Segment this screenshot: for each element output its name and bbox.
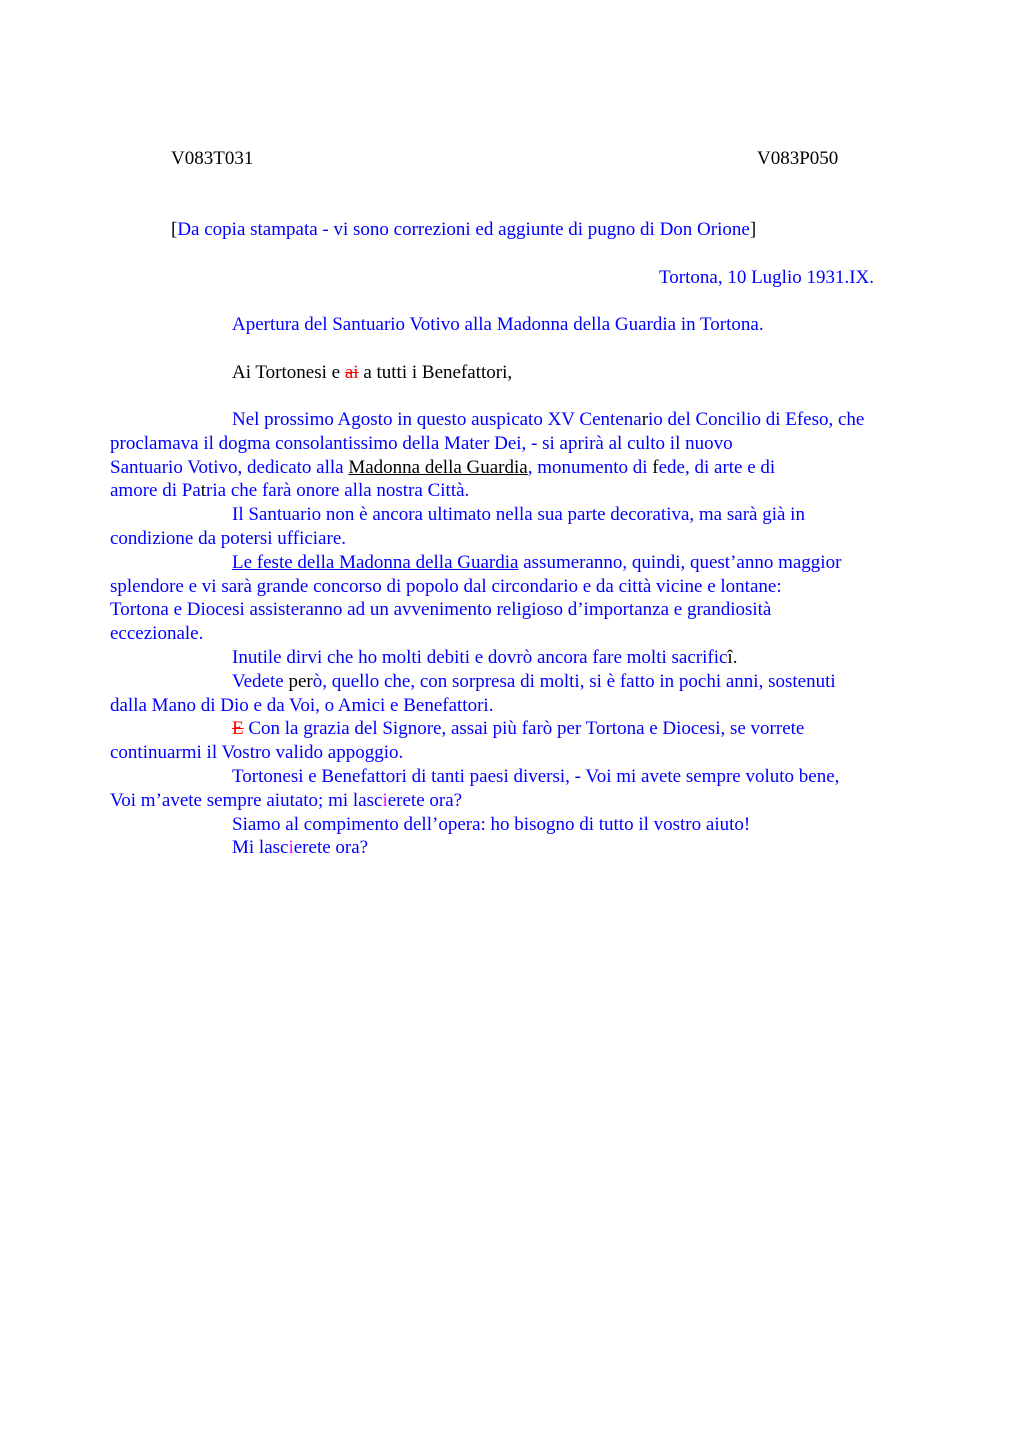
paragraph-3 xyxy=(110,551,931,646)
text-run: erete ora? xyxy=(293,837,369,859)
paragraph-3-line-2: splendore e vi sarà grande concorso di popolo dal circondario e da città vicine e lontane: xyxy=(110,575,782,597)
text-run: Vedete xyxy=(232,670,289,692)
paragraph-1-line-1 xyxy=(171,408,931,432)
underlined-text: Madonna della Guardia xyxy=(348,456,528,478)
inserted-text: i xyxy=(382,789,388,811)
paragraph-6-line-1 xyxy=(171,717,931,741)
source-note-close-bracket: ] xyxy=(749,219,757,240)
original-text-run: r xyxy=(641,409,649,430)
text-run: Mi lasc xyxy=(232,837,289,859)
letter-date: Tortona, 10 Luglio 1931.IX. xyxy=(659,267,875,288)
paragraph-5 xyxy=(110,670,931,718)
paragraph-9 xyxy=(171,836,931,860)
paragraph-7 xyxy=(110,765,931,813)
deleted-text: E xyxy=(232,718,244,740)
document-code-right: V083P050 xyxy=(757,148,839,169)
original-text-run: î xyxy=(727,646,733,668)
underlined-text: Le feste della Madonna della Guardia xyxy=(232,551,519,573)
paragraph-8-line-1: Siamo al compimento dell’opera: ho bisogno di tutto il vostro aiuto! xyxy=(232,813,751,835)
original-text-run: . xyxy=(732,646,738,668)
paragraph-6-line-2: continuarmi il Vostro valido appoggio. xyxy=(110,742,404,764)
paragraph-5-line-2: dalla Mano di Dio e da Voi, o Amici e Benefattori. xyxy=(110,694,494,716)
original-text-run: f xyxy=(652,456,659,478)
text-run: amore di Pa xyxy=(110,480,201,502)
text-run: Nel prossimo Agosto in questo auspicato XV Centena xyxy=(232,409,642,430)
paragraph-6 xyxy=(110,717,931,765)
text-run: Voi m’avete sempre aiutato; mi lasc xyxy=(110,789,383,811)
text-run: ò, quello che, con sorpresa di molti, si è fatto in pochi anni, sostenuti xyxy=(312,670,836,692)
paragraph-3-line-1 xyxy=(171,551,931,575)
text-run: Santuario Votivo, dedicato alla xyxy=(110,456,349,478)
paragraph-1-line-3 xyxy=(110,456,931,480)
paragraph-8 xyxy=(171,813,931,837)
paragraph-2 xyxy=(110,503,931,551)
text-run: ria che farà onore alla nostra Città. xyxy=(206,480,470,502)
paragraph-4-line-1 xyxy=(171,646,931,670)
text-run: Con la grazia del Signore, assai più farò per Tortona e Diocesi, se vorrete xyxy=(243,718,805,740)
paragraph-1-line-2: proclamava il dogma consolantissimo della Mater Dei, - si aprirà al culto il nuovo xyxy=(110,432,733,454)
text-run: io del Concilio di Efeso, che xyxy=(648,409,865,430)
salutation-after: a tutti i Benefattori, xyxy=(358,362,513,383)
inserted-text: i xyxy=(288,837,294,859)
paragraph-7-line-1: Tortonesi e Benefattori di tanti paesi diversi, - Voi mi avete sempre voluto bene, xyxy=(232,765,840,787)
salutation-before: Ai Tortonesi e xyxy=(232,362,345,383)
paragraph-9-line-1 xyxy=(171,836,931,860)
salutation-deleted-word: ai xyxy=(344,362,359,383)
letter-title: Apertura del Santuario Votivo alla Madonna della Guardia in Tortona. xyxy=(232,314,764,335)
source-note-open-bracket: [ xyxy=(171,219,178,240)
text-run: Inutile dirvi che ho molti debiti e dovrò ancora fare molti sacrific xyxy=(232,646,728,668)
text-run: erete ora? xyxy=(387,789,463,811)
source-note-text: Da copia stampata - vi sono correzioni ed aggiunte di pugno di Don Orione xyxy=(177,219,750,240)
paragraph-1 xyxy=(110,408,931,503)
text-run: assumeranno, quindi, quest’anno maggior xyxy=(518,551,842,573)
document-code-left: V083T031 xyxy=(171,148,254,169)
paragraph-2-line-1: Il Santuario non è ancora ultimato nella sua parte decorativa, ma sarà già in xyxy=(232,504,805,526)
paragraph-4 xyxy=(171,646,931,670)
original-text-run: per xyxy=(288,670,313,692)
paragraph-3-line-4: eccezionale. xyxy=(110,623,204,645)
paragraph-1-line-4 xyxy=(110,479,931,503)
original-text-run: t xyxy=(200,480,207,502)
salutation xyxy=(232,361,512,385)
text-run: ede, di arte e di xyxy=(658,456,776,478)
source-note xyxy=(171,218,756,242)
paragraph-3-line-3: Tortona e Diocesi assisteranno ad un avvenimento religioso d’importanza e grandiosità xyxy=(110,599,772,621)
paragraph-2-line-2: condizione da potersi ufficiare. xyxy=(110,527,346,549)
paragraph-7-line-2 xyxy=(110,789,931,813)
paragraph-5-line-1 xyxy=(171,670,931,694)
letter-body xyxy=(110,408,931,860)
text-run: , monumento di xyxy=(527,456,653,478)
